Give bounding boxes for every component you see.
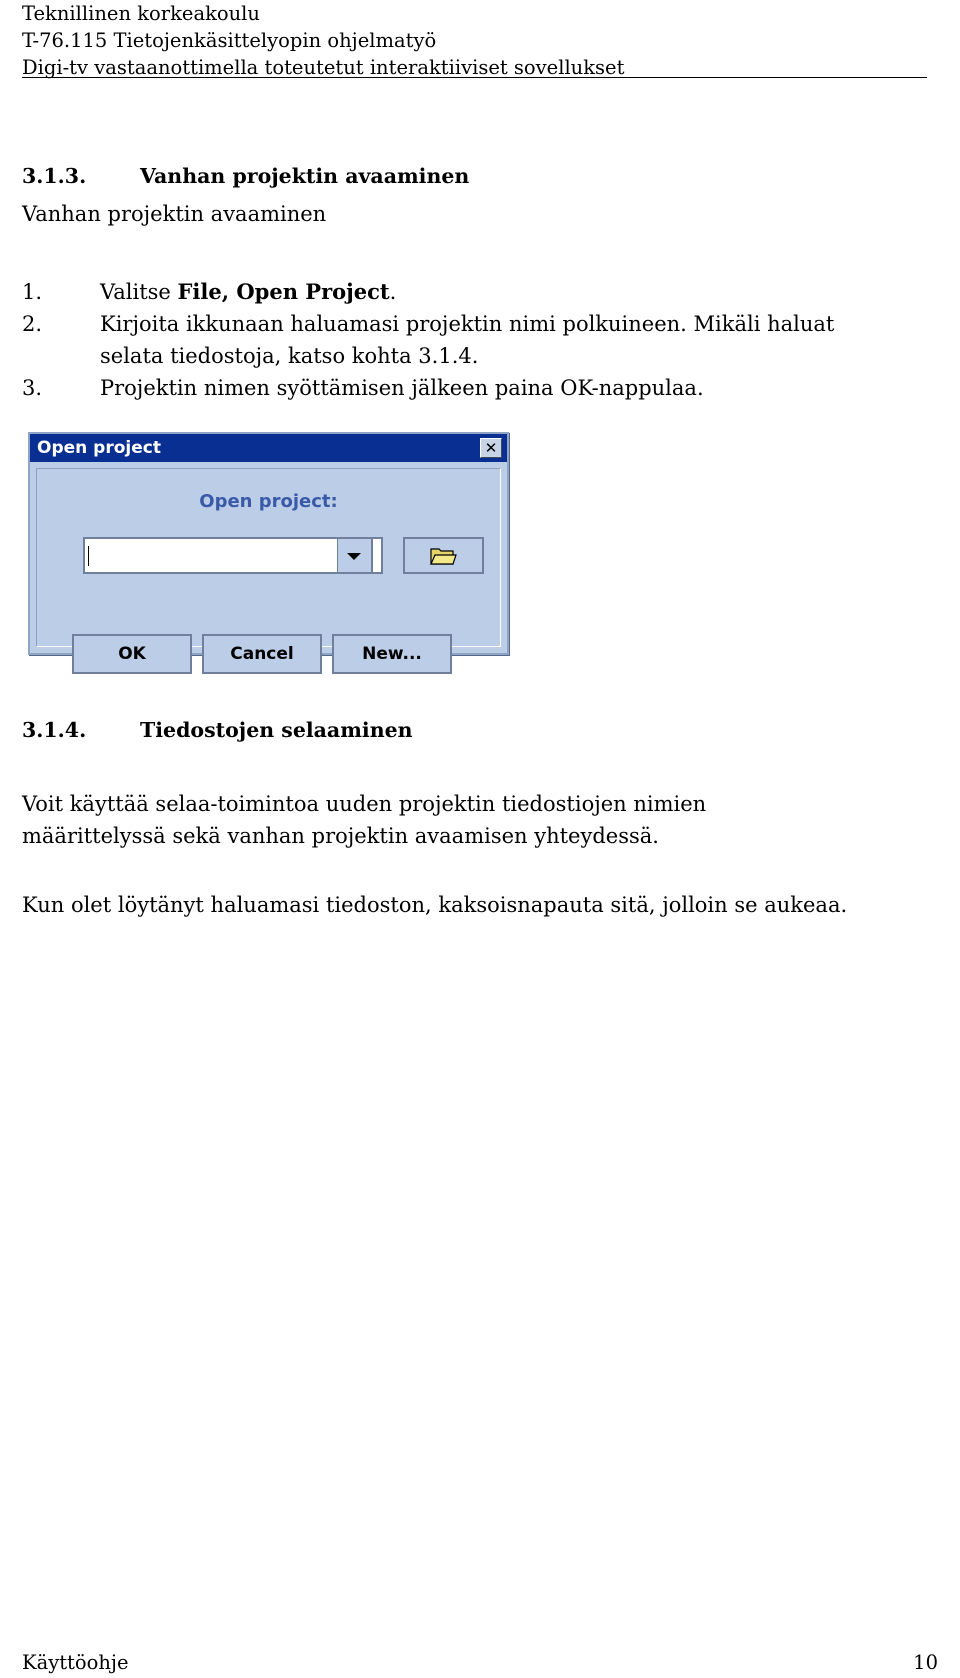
dialog-title: Open project bbox=[37, 438, 161, 458]
paragraph-line: Voit käyttää selaa-toimintoa uuden projektin tiedostiojen nimien bbox=[22, 792, 707, 816]
section-heading-3-1-4 bbox=[22, 718, 413, 742]
project-label: Open project: bbox=[199, 491, 338, 512]
step-number: 3. bbox=[22, 376, 43, 400]
paragraph-open-file: Kun olet löytänyt haluamasi tiedoston, kaksoisnapauta sitä, jolloin se aukeaa. bbox=[22, 893, 848, 917]
step-number: 2. bbox=[22, 312, 43, 336]
section-intro: Vanhan projektin avaaminen bbox=[22, 202, 327, 226]
close-icon: ✕ bbox=[484, 439, 498, 457]
new-button[interactable]: New... bbox=[332, 634, 452, 674]
dropdown-arrow-button[interactable] bbox=[337, 537, 373, 574]
section-number: 3.1.3. bbox=[22, 164, 87, 188]
step-list bbox=[22, 276, 834, 404]
close-button[interactable] bbox=[480, 438, 502, 458]
section-number: 3.1.4. bbox=[22, 718, 87, 742]
step-text-line1: Kirjoita ikkunaan haluamasi projektin nimi polkuineen. Mikäli haluat bbox=[100, 312, 835, 336]
header-course: T-76.115 Tietojenkäsittelyopin ohjelmatyö bbox=[22, 29, 437, 52]
open-project-dialog bbox=[28, 432, 509, 664]
text-caret bbox=[88, 546, 89, 566]
step-text: Projektin nimen syöttämisen jälkeen paina OK-nappulaa. bbox=[100, 376, 704, 400]
dialog-titlebar bbox=[30, 434, 507, 462]
section-title: Tiedostojen selaaminen bbox=[140, 718, 413, 742]
dialog-body bbox=[36, 468, 501, 664]
header-institution: Teknillinen korkeakoulu bbox=[22, 2, 260, 25]
step-number: 1. bbox=[22, 280, 43, 304]
footer-title: Käyttöohje bbox=[22, 1651, 129, 1674]
step-text-line2: selata tiedostoja, katso kohta 3.1.4. bbox=[100, 344, 479, 368]
browse-button[interactable] bbox=[403, 537, 484, 574]
list-item bbox=[22, 372, 834, 404]
folder-icon bbox=[429, 545, 457, 567]
header-divider bbox=[22, 77, 927, 78]
page-header bbox=[22, 0, 927, 81]
paragraph-browse bbox=[22, 788, 706, 852]
step-text: Valitse bbox=[100, 280, 178, 304]
list-item bbox=[22, 308, 834, 372]
ok-button[interactable]: OK bbox=[72, 634, 192, 674]
step-text-end: . bbox=[389, 280, 397, 304]
section-title: Vanhan projektin avaaminen bbox=[140, 164, 470, 188]
page-number: 10 bbox=[913, 1651, 938, 1674]
menu-path: File, Open Project bbox=[177, 279, 390, 304]
section-heading-3-1-3 bbox=[22, 164, 469, 188]
list-item bbox=[22, 276, 834, 308]
header-project: Digi-tv vastaanottimella toteutetut interaktiiviset sovellukset bbox=[22, 56, 625, 79]
paragraph-line: määrittelyssä sekä vanhan projektin avaamisen yhteydessä. bbox=[22, 824, 659, 848]
cancel-button[interactable]: Cancel bbox=[202, 634, 322, 674]
